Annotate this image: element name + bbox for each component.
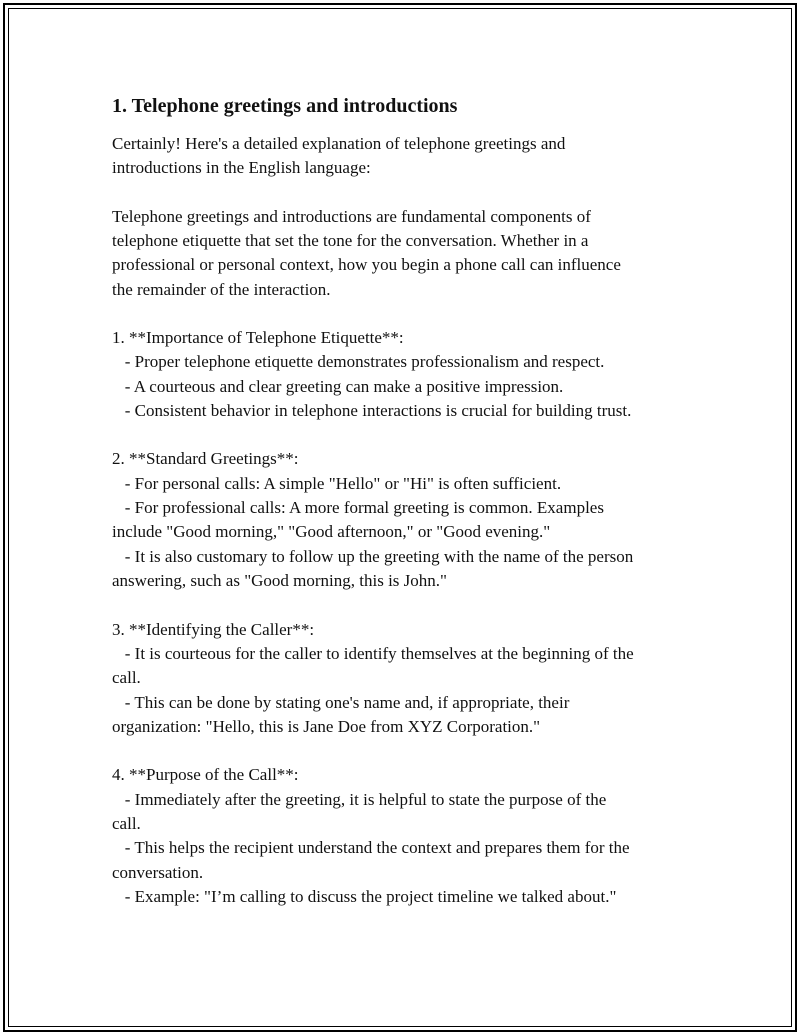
list-subitem: - This helps the recipient understand the context and prepares them for the: [112, 838, 630, 858]
text-line: Telephone greetings and introductions are fundamental components of: [112, 206, 591, 226]
paragraph-intro: [112, 132, 692, 181]
section-heading: 1. Telephone greetings and introductions: [112, 95, 458, 117]
paragraph-overview: [112, 205, 692, 302]
text-line: introductions in the English language:: [112, 158, 371, 178]
text-line: professional or personal context, how you begin a phone call can influence: [112, 255, 621, 275]
list-item-title: 4. **Purpose of the Call**:: [112, 765, 299, 785]
list-subitem-continuation: conversation.: [112, 862, 204, 882]
section-identifying-caller: [112, 618, 692, 740]
text-line: Certainly! Here's a detailed explanation of telephone greetings and: [112, 134, 566, 153]
list-subitem: - For professional calls: A more formal greeting is common. Examples: [112, 498, 604, 518]
list-subitem: - A courteous and clear greeting can make a positive impression.: [112, 376, 564, 396]
list-item-title: 2. **Standard Greetings**:: [112, 449, 299, 469]
list-subitem-continuation: answering, such as "Good morning, this is John.": [112, 571, 447, 591]
text-line: telephone etiquette that set the tone for the conversation. Whether in a: [112, 231, 589, 251]
document-body: [112, 92, 692, 933]
list-subitem: - Proper telephone etiquette demonstrates professionalism and respect.: [112, 352, 605, 372]
section-importance-of-etiquette: [112, 326, 692, 423]
list-item-title: 1. **Importance of Telephone Etiquette**:: [112, 328, 404, 348]
list-subitem: - Example: "I’m calling to discuss the project timeline we talked about.": [112, 886, 617, 906]
text-line: the remainder of the interaction.: [112, 279, 331, 299]
list-subitem: - Consistent behavior in telephone interactions is crucial for building trust.: [112, 401, 632, 421]
list-subitem-continuation: organization: "Hello, this is Jane Doe from XYZ Corporation.": [112, 716, 541, 736]
list-subitem-continuation: call.: [112, 813, 141, 833]
list-subitem: - It is courteous for the caller to identify themselves at the beginning of the: [112, 643, 634, 663]
list-subitem: - For personal calls: A simple "Hello" or "Hi" is often sufficient.: [112, 473, 562, 493]
section-purpose-of-call: [112, 763, 692, 909]
list-subitem: - Immediately after the greeting, it is helpful to state the purpose of the: [112, 789, 607, 809]
list-subitem-continuation: include "Good morning," "Good afternoon," or "Good evening.": [112, 522, 551, 542]
list-item-title: 3. **Identifying the Caller**:: [112, 619, 315, 639]
list-subitem: - This can be done by stating one's name and, if appropriate, their: [112, 692, 570, 712]
list-subitem-continuation: call.: [112, 668, 141, 688]
list-subitem: - It is also customary to follow up the greeting with the name of the person: [112, 546, 634, 566]
section-standard-greetings: [112, 447, 692, 593]
